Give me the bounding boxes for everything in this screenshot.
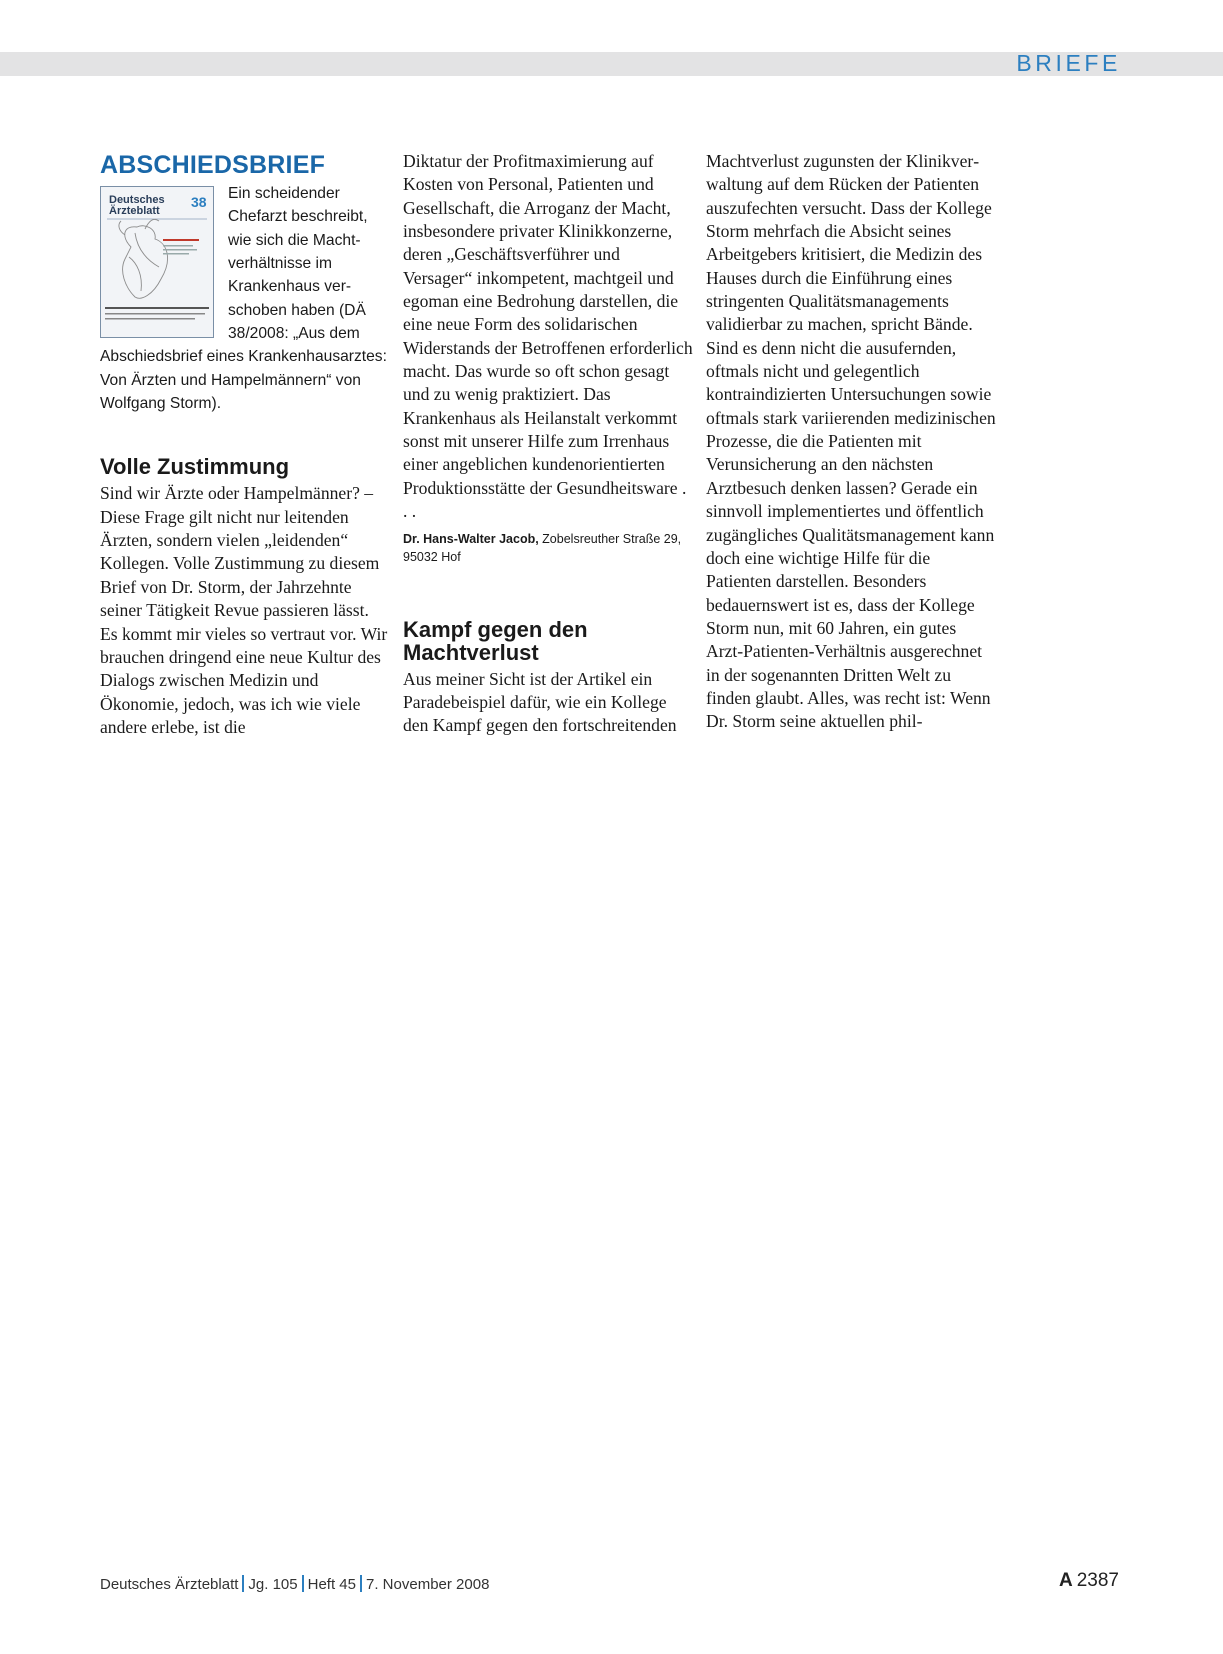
teaser-kicker: ABSCHIEDSBRIEF — [100, 151, 326, 179]
letter1-heading: Volle Zustimmung — [100, 454, 290, 480]
footer-citation — [100, 1575, 489, 1593]
column-2 — [403, 150, 693, 738]
footer-date: 7. November 2008 — [366, 1576, 490, 1593]
letter1-signature — [403, 530, 693, 566]
footer-separator — [302, 1575, 304, 1592]
signature-address: Zobelsreuther Straße 29, 95032 Hof — [403, 531, 682, 564]
page-number-value: 2387 — [1076, 1570, 1119, 1591]
page-prefix: A — [1058, 1570, 1073, 1591]
page-number — [1059, 1570, 1119, 1592]
footer-volume: Jg. 105 — [248, 1576, 298, 1593]
footer-separator — [360, 1575, 362, 1592]
section-label: BRIEFE — [1016, 50, 1121, 76]
cover-issue-number: 38 — [191, 194, 207, 210]
column-1 — [100, 150, 390, 739]
letter1-body: Sind wir Ärzte oder Hampelmänner? – Diese Frage gilt nicht nur leitenden Ärzten, sondern vielen „leidenden“ Kollegen. Volle Zustimmung zu diesem Brief von Dr. Storm, der Jahrzehnte seiner Tätigkeit Revue passieren lässt. Es kommt mir vieles so vertraut vor. Wir brauchen dringend eine neue Kultur des Dialogs zwischen Medizin und Ökonomie, jedoch, was ich wie viele andere erlebe, ist die — [100, 483, 388, 737]
cover-title-line2: Ärzteblatt — [109, 205, 160, 217]
letter2-body-continued: Machtverlust zugunsten der Klinikverwaltung auf dem Rücken der Patienten auszufechten versucht. Dass der Kollege Storm mehrfach die Absicht seines Arbeitgebers kritisiert, die Medizin des Hauses durch die Einführung eines stringenten Qualitätsmanagements validierbar zu machen, spricht Bände. Sind es denn nicht die ausufernden, oftmals nicht und gelegentlich kontraindizierten Untersuchungen sowie oftmals stark variierenden medizinischen Prozesse, die die Patienten mit Verunsicherung an den nächsten Arztbesuch denken lassen? Gerade ein sinnvoll implementiertes und öffentlich zugängliches Qualitätsmanagement kann doch eine wichtige Hilfe für die Patienten darstellen. Besonders bedauernswert ist es, dass der Kollege Storm nun, mit 60 Jahren, ein gutes Arzt-Patienten-Verhältnis ausgerechnet in der sogenannten Dritten Welt zu finden glaubt. Alles, was recht ist: Wenn Dr. Storm seine aktuellen phil- — [706, 151, 996, 732]
letter1-body-continued: Diktatur der Profitmaximierung auf Kosten von Personal, Patienten und Gesellschaft, die Arroganz der Macht, insbesondere privater Klinikkonzerne, deren „Geschäftsverführer und Versager“ inkompetent, machtgeil und egoman eine Bedrohung darstellen, die eine neue Form des solidarischen Widerstands der Betroffenen erforderlich macht. Das wurde so oft schon gesagt und zu wenig praktiziert. Das Krankenhaus als Heilanstalt verkommt sonst mit unserer Hilfe zum Irrenhaus einer angeblichen kundenorientierten Produktionsstätte der Gesundheitsware . . . — [403, 151, 693, 522]
teaser-block — [100, 182, 390, 415]
signature-name: Dr. Hans-Walter Jacob, — [403, 531, 539, 546]
letter2-heading: Kampf gegen den Machtverlust — [403, 616, 588, 665]
teaser-text: Ein scheidender Chefarzt beschreibt, wie sich die Machtverhältnisse im Krankenhaus verschoben haben (DÄ 38/2008: „Aus dem Abschiedsbrief eines Krankenhausarztes: Von Ärzten und Hampelmännern“ von Wolfgang Storm). — [100, 185, 387, 413]
cover-title-line1: Deutsches — [109, 194, 165, 206]
magazine-cover-image — [100, 186, 214, 338]
column-3 — [706, 150, 996, 734]
footer-journal: Deutsches Ärzteblatt — [100, 1576, 239, 1593]
footer-separator — [242, 1575, 244, 1592]
footer-issue: Heft 45 — [307, 1576, 356, 1593]
letter2-body: Aus meiner Sicht ist der Artikel ein Paradebeispiel dafür, wie ein Kollege den Kampf gegen den fortschreitenden — [403, 668, 677, 736]
